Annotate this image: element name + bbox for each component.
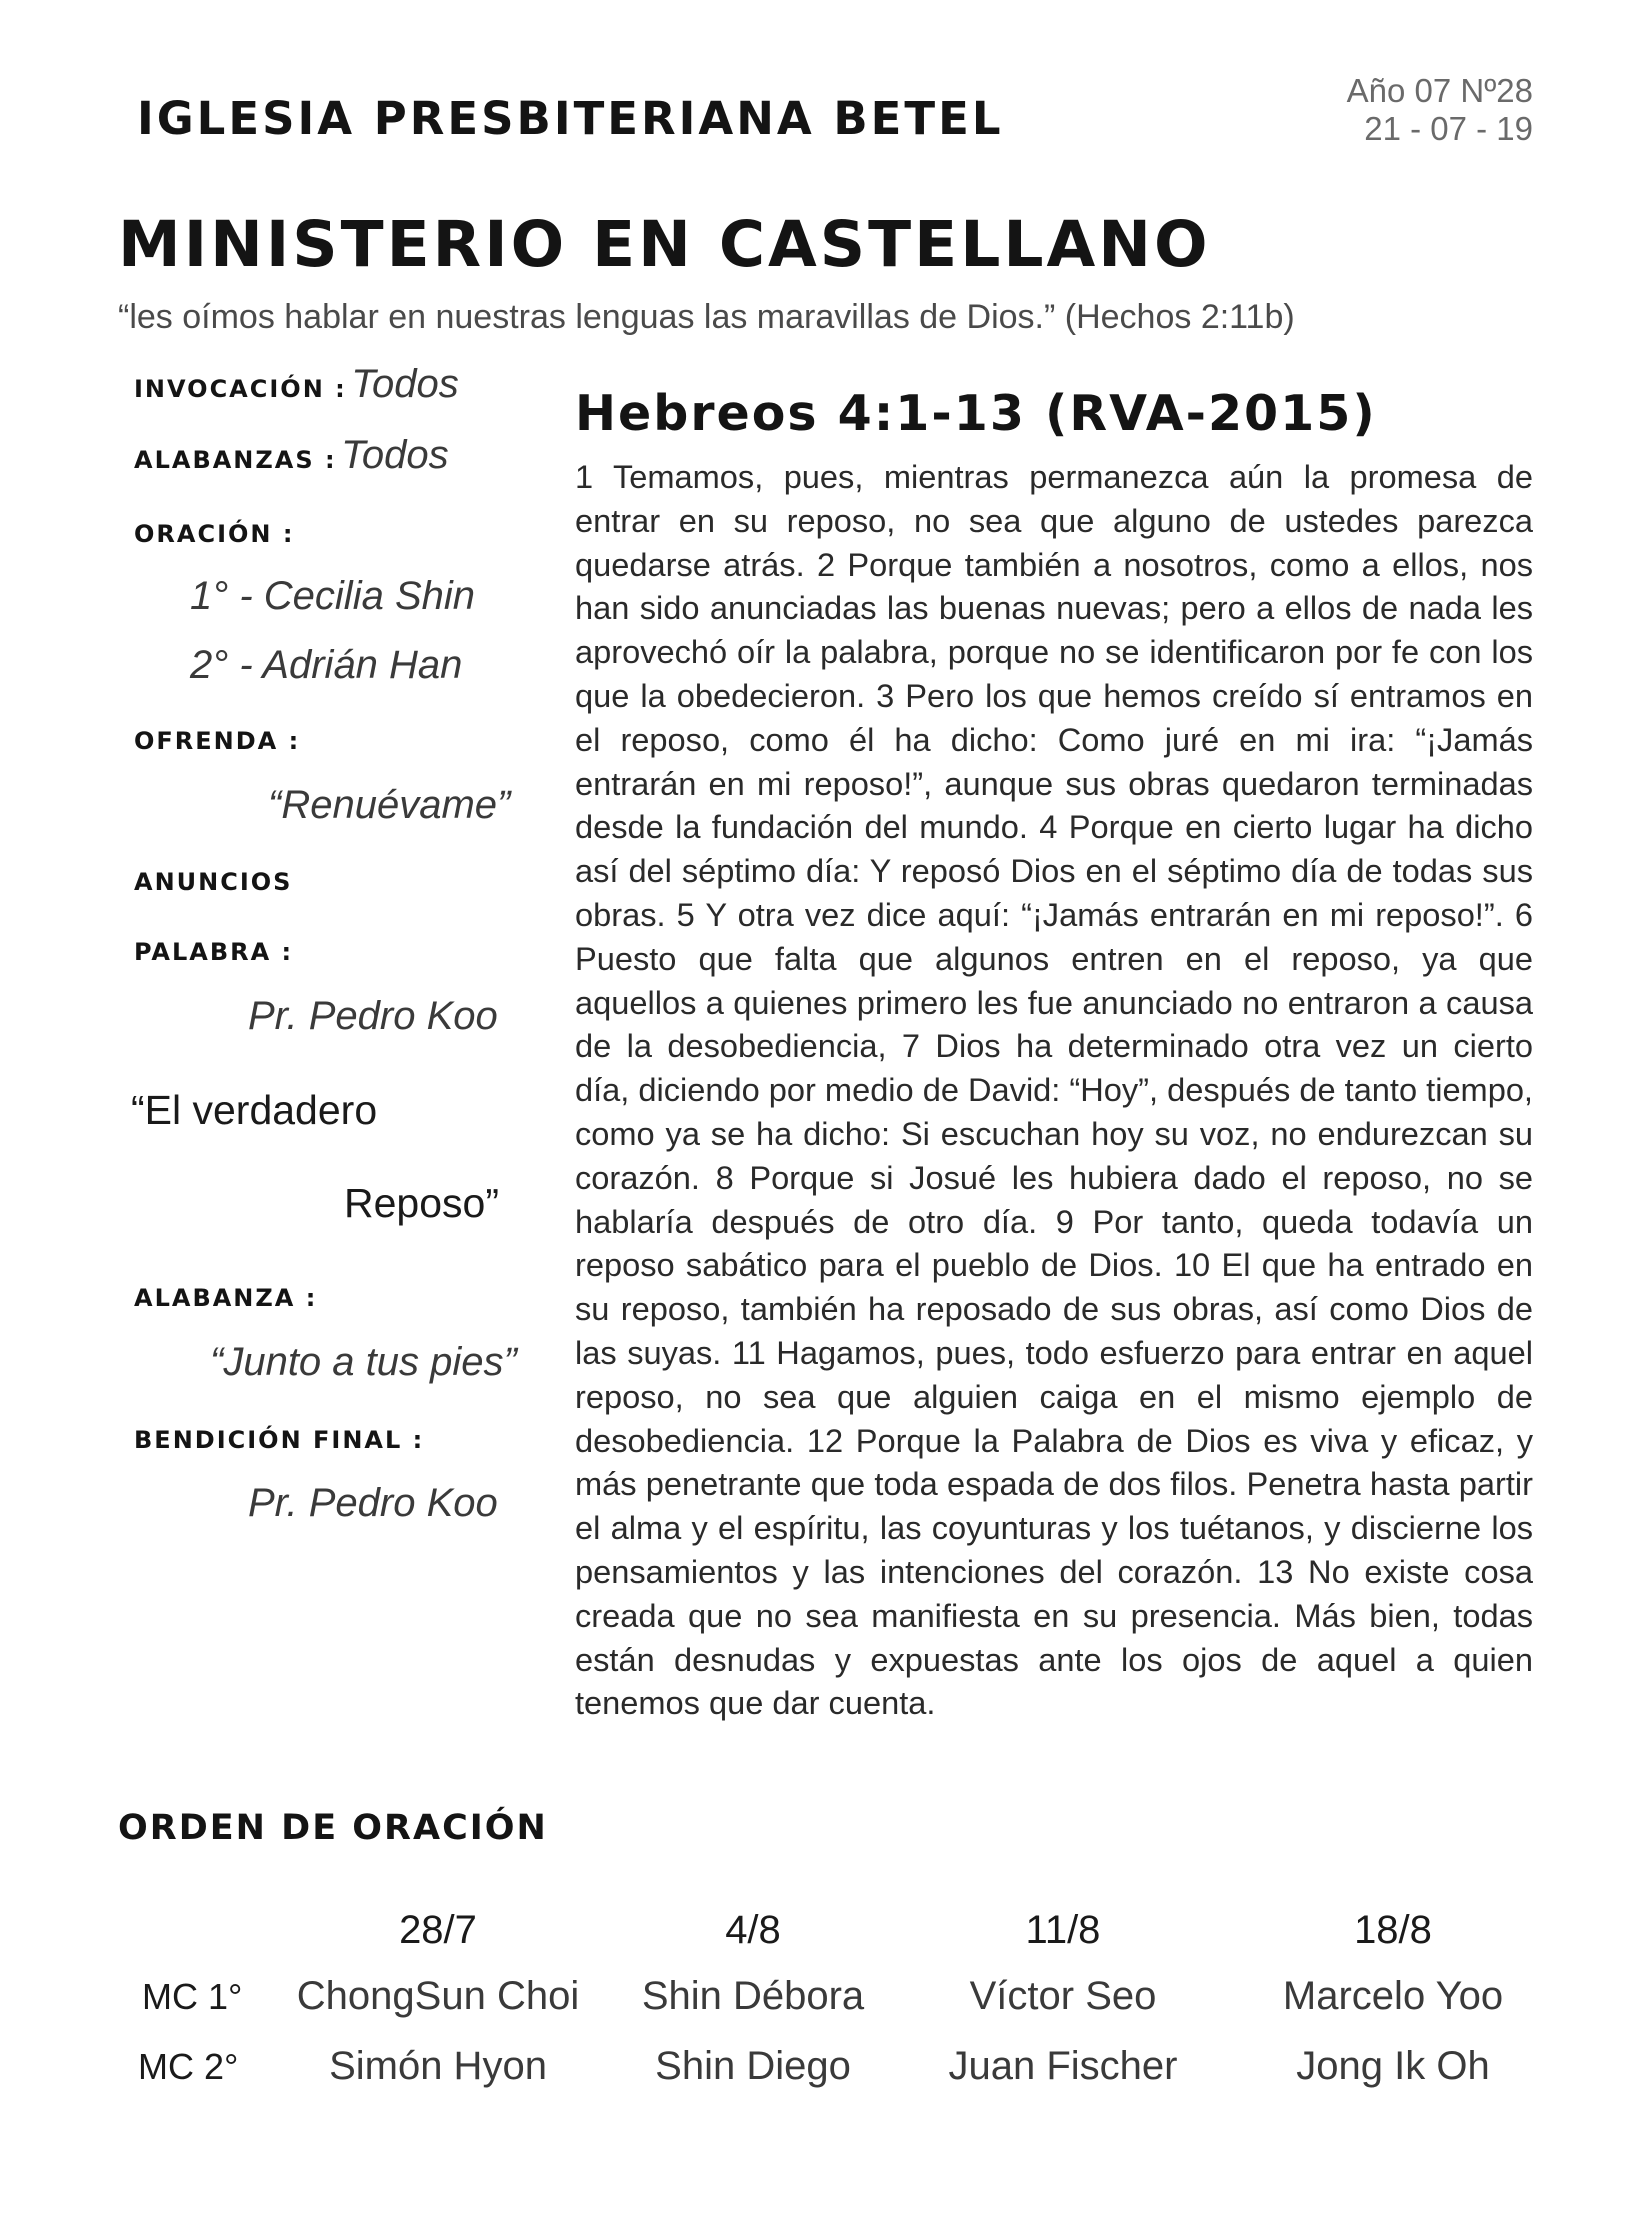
ofrenda-value: “Renuévame” — [268, 783, 511, 827]
date-header: 4/8 — [725, 1908, 781, 1952]
table-cell: Juan Fischer — [948, 2044, 1178, 2088]
alabanzas-value: Todos — [341, 433, 449, 477]
passage-text: 1 Temamos, pues, mientras permanezca aún la promesa de entrar en su reposo, no sea que alguno de ustedes parezca quedarse atrás. 2 Porque también a nosotros, como a ellos, nos han sido anunciadas las buenas nuevas; pero a ellos de nada les aprovechó oír la palabra, porque no se identificaron por fe con los que la obedecieron. 3 Pero los que hemos creído sí entramos en el reposo, como él ha dicho: Como juré en mi ira: “¡Jamás entrarán en mi reposo!”, aunque sus obras quedaron terminadas desde la fundación del mundo. 4 Porque en cierto lugar ha dicho así del séptimo día: Y reposó Dios en el séptimo día de todas sus obras. 5 Y otra vez dice aquí: “¡Jamás entrarán en mi reposo!”. 6 Puesto que falta que algunos entren en el reposo, ya que aquellos a quienes primero les fue anunciado no entraron a causa de la desobediencia, 7 Dios ha determinado otra vez un cierto día, diciendo por medio de David: “Hoy”, después de tanto tiempo, como ya se ha dicho: Si escuchan hoy su voz, no endurezcan su corazón. 8 Porque si Josué les hubiera dado el reposo, no se hablaría después de otro día. 9 Por tanto, queda todavía un reposo sabático para el pueblo de Dios. 10 El que ha entrado en su reposo, también ha reposado de sus obras, así como Dios de las suyas. 11 Hagamos, pues, todo esfuerzo para entrar en aquel reposo, no sea que alguien caiga en el mismo ejemplo de desobediencia. 12 Porque la Palabra de Dios es viva y eficaz, y más penetrante que toda espada de dos filos. Penetra hasta partir el alma y el espíritu, las coyunturas y los tuétanos, y discierne los pensamientos y las intenciones del corazón. 13 No existe cosa creada que no sea manifiesta en su presencia. Más bien, todas están desnudas y expuestas ante los ojos de aquel a quien tenemos que dar cuenta. — [575, 458, 1533, 1722]
issue-number: Año 07 Nº28 — [1346, 72, 1533, 109]
alabanzas-item — [134, 433, 449, 478]
anuncios-label: ANUNCIOS — [134, 868, 293, 896]
table-cell: ChongSun Choi — [296, 1974, 580, 2018]
oracion-first: 1° - Cecilia Shin — [190, 574, 475, 618]
alabanza-value: “Junto a tus pies” — [210, 1340, 517, 1384]
header-verse: “les oímos hablar en nuestras lenguas las maravillas de Dios.” (Hechos 2:11b) — [118, 298, 1295, 336]
bendicion-value: Pr. Pedro Koo — [248, 1481, 498, 1525]
row-label: MC 2° — [138, 2046, 239, 2087]
palabra-label: PALABRA : — [134, 938, 294, 966]
ministry-title: MINISTERIO EN CASTELLANO — [118, 208, 1211, 281]
table-cell: Víctor Seo — [969, 1974, 1157, 2018]
palabra-value: Pr. Pedro Koo — [248, 994, 498, 1038]
issue-date: 21 - 07 - 19 — [1364, 110, 1533, 147]
bendicion-label: BENDICIÓN FINAL : — [134, 1426, 425, 1454]
issue-info — [1347, 72, 1533, 148]
oracion-label: ORACIÓN : — [134, 520, 295, 548]
table-cell: Shin Débora — [641, 1974, 865, 2018]
alabanza-label: ALABANZA : — [134, 1284, 318, 1312]
date-header: 11/8 — [1025, 1908, 1101, 1952]
alabanzas-label: ALABANZAS : — [134, 446, 337, 474]
church-name: IGLESIA PRESBITERIANA BETEL — [137, 92, 1004, 145]
passage-title: Hebreos 4:1-13 (RVA-2015) — [575, 385, 1377, 442]
oracion-second: 2° - Adrián Han — [190, 643, 463, 687]
sermon-title-line2: Reposo” — [344, 1180, 499, 1226]
row-label: MC 1° — [142, 1976, 243, 2017]
date-header: 28/7 — [399, 1908, 477, 1952]
table-cell: Jong Ik Oh — [1296, 2044, 1490, 2088]
table-cell: Shin Diego — [655, 2044, 851, 2088]
invocacion-label: INVOCACIÓN : — [134, 375, 347, 403]
sermon-title-line1: “El verdadero — [131, 1087, 378, 1133]
invocacion-value: Todos — [351, 362, 459, 406]
prayer-order-title: ORDEN DE ORACIÓN — [118, 1808, 548, 1848]
table-cell: Simón Hyon — [329, 2044, 547, 2088]
invocacion-item — [134, 362, 459, 407]
table-cell: Marcelo Yoo — [1282, 1974, 1504, 2018]
ofrenda-label: OFRENDA : — [134, 727, 301, 755]
date-header: 18/8 — [1354, 1908, 1432, 1952]
